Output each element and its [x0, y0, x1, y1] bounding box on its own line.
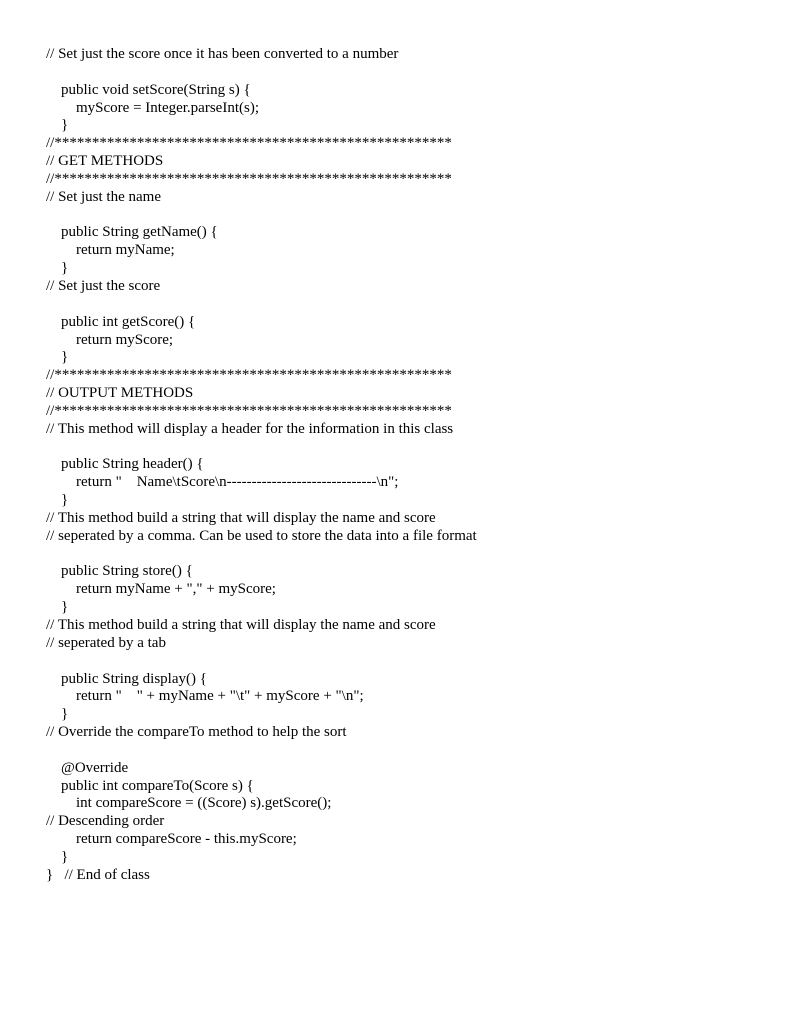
code-line-36: public String display() {: [46, 670, 207, 687]
code-line-23: [46, 439, 477, 457]
code-line-10: [46, 207, 477, 225]
code-line-39: // Override the compareTo method to help the sort: [46, 724, 347, 741]
code-line-7: // GET METHODS: [46, 153, 164, 170]
code-line-3: public void setScore(String s) {: [46, 81, 251, 98]
code-line-29: [46, 546, 477, 564]
code-line-22: // This method will display a header for the information in this class: [46, 420, 454, 437]
code-line-31: return myName + "," + myScore;: [46, 581, 276, 598]
code-line-46: }: [46, 848, 69, 865]
code-line-2: [46, 64, 477, 82]
code-line-17: return myScore;: [46, 331, 174, 348]
code-line-11: public String getName() {: [46, 224, 218, 241]
code-line-28: // seperated by a comma. Can be used to store the data into a file format: [46, 527, 477, 544]
code-line-26: }: [46, 492, 69, 509]
code-line-4: myScore = Integer.parseInt(s);: [46, 99, 259, 116]
code-line-5: }: [46, 117, 69, 134]
code-line-8: //*****************************************************: [46, 170, 452, 187]
code-line-16: public int getScore() {: [46, 313, 196, 330]
code-line-44: // Descending order: [46, 813, 165, 830]
code-line-40: [46, 742, 477, 760]
code-line-32: }: [46, 599, 69, 616]
code-line-6: //*****************************************************: [46, 135, 452, 152]
code-line-13: }: [46, 260, 69, 277]
code-line-33: // This method build a string that will display the name and score: [46, 617, 436, 633]
code-line-38: }: [46, 706, 69, 723]
code-line-47: } // End of class: [46, 866, 150, 883]
code-line-35: [46, 653, 477, 671]
code-line-27: // This method build a string that will display the name and score: [46, 509, 436, 526]
code-listing: [46, 46, 477, 885]
code-line-24: public String header() {: [46, 456, 204, 473]
code-line-37: return " " + myName + "\t" + myScore + "\n";: [46, 688, 364, 705]
code-line-1: // Set just the score once it has been converted to a number: [46, 46, 399, 62]
code-line-43: int compareScore = ((Score) s).getScore();: [46, 795, 332, 812]
code-line-30: public String store() {: [46, 563, 193, 580]
code-line-18: }: [46, 349, 69, 366]
code-line-19: //*****************************************************: [46, 367, 452, 384]
code-line-25: return " Name\tScore\n------------------------------\n";: [46, 474, 399, 491]
code-line-41: @Override: [46, 759, 129, 776]
code-line-21: //*****************************************************: [46, 402, 452, 419]
code-line-15: [46, 296, 477, 314]
code-line-34: // seperated by a tab: [46, 634, 166, 651]
code-line-12: return myName;: [46, 242, 175, 259]
code-line-9: // Set just the name: [46, 188, 161, 205]
code-line-42: public int compareTo(Score s) {: [46, 777, 254, 794]
code-line-45: return compareScore - this.myScore;: [46, 831, 297, 848]
code-line-20: // OUTPUT METHODS: [46, 385, 194, 402]
code-line-14: // Set just the score: [46, 277, 161, 294]
